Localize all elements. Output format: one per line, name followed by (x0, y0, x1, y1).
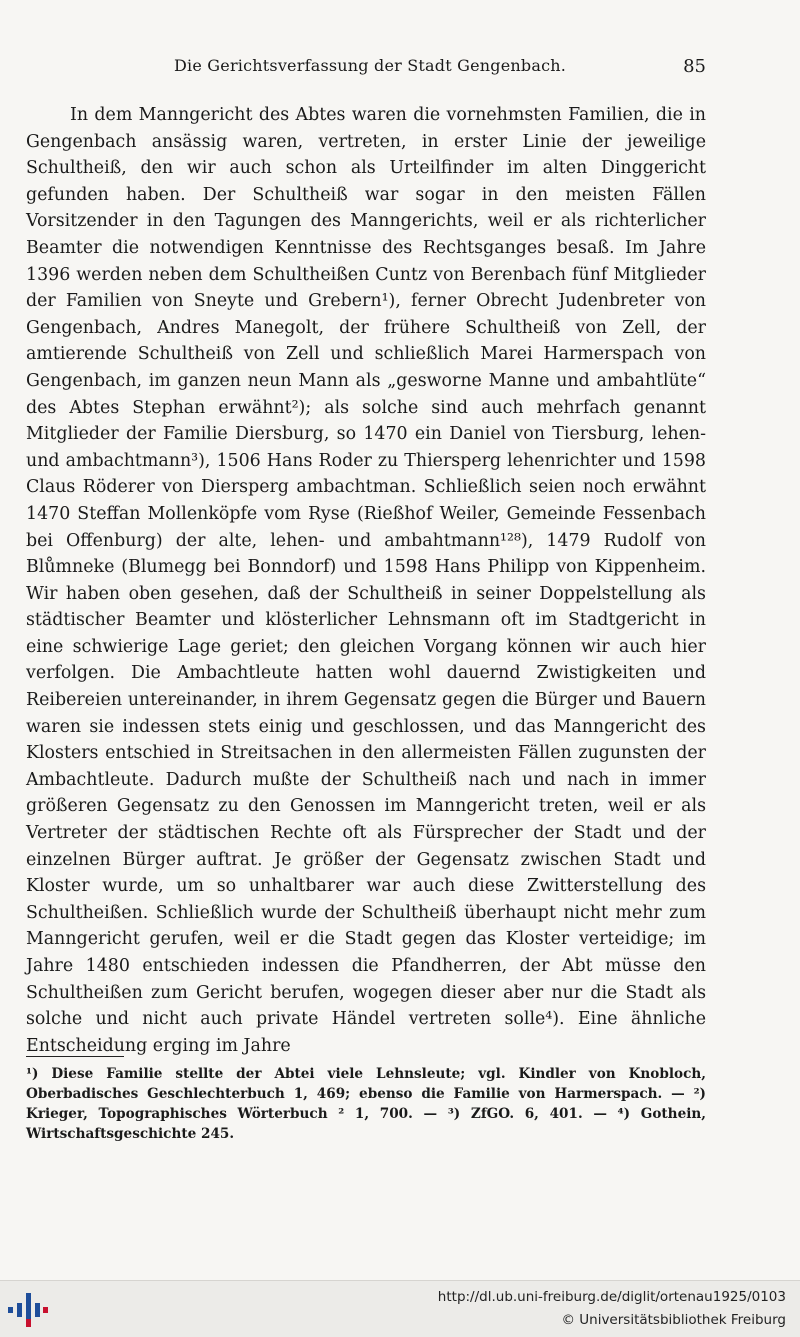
body-paragraph: In dem Manngericht des Abtes waren die vornehmsten Familien, die in Gengenbach ansässig waren, vertreten, in erster Linie der jeweilige Schultheiß, den wir auch schon als Urteilfinder im alten Dinggericht gefunden haben. Der Schultheiß war sogar in den meisten Fällen Vorsitzender in den Tagungen des Manngerichts, weil er als richterlicher Beamter die notwendigen Kenntnisse des Rechtsganges besaß. Im Jahre 1396 werden neben dem Schultheißen Cuntz von Berenbach fünf Mitglieder der Familien von Sneyte und Grebern¹), ferner Obrecht Judenbreter von Gengenbach, Andres Manegolt, der frühere Schultheiß von Zell, der amtierende Schultheiß von Zell und schließlich Marei Harmerspach von Gengenbach, im ganzen neun Mann als „geswornе Manne und ambahtlüte“ des Abtes Stephan erwähnt²); als solche sind auch mehrfach genannt Mitglieder der Familie Diersburg, so 1470 ein Daniel von Tiersburg, lehen- und ambachtmann³), 1506 Hans Roder zu Thiersperg lehenrichter und 1598 Claus Röderer von Diersperg ambachtman. Schließlich seien noch erwähnt 1470 Steffan Mollenköpfe vom Ryse (Rießhof Weiler, Gemeinde Fessenbach bei Offenburg) der alte, lehen- und ambahtmann¹²⁸), 1479 Rudolf von Blůmneke (Blumegg bei Bonndorf) und 1598 Hans Philipp von Kippenheim. Wir haben oben gesehen, daß der Schultheiß in seiner Doppelstellung als städtischer Beamter und klösterlicher Lehnsmann oft im Stadtgericht in eine schwierige Lage geriet; den gleichen Vorgang können wir auch hier verfolgen. Die Ambachtleute hatten wohl dauernd Zwistigkeiten und Reibereien untereinander, in ihrem Gegensatz gegen die Bürger und Bauern waren sie indessen stets einig und geschlossen, und das Manngericht des Klosters entschied in Streitsachen in den allermeisten Fällen zugunsten der Ambachtleute. Dadurch mußte der Schultheiß nach und nach in immer größeren Gegensatz zu den Genossen im Manngericht treten, weil er als Vertreter der städtischen Rechte oft als Fürsprecher der Stadt und der einzelnen Bürger auftrat. Je größer der Gegensatz zwischen Stadt und Kloster wurde, um so unhaltbarer war auch diese Zwitterstellung des Schultheißen. Schließlich wurde der Schultheiß überhaupt nicht mehr zum Manngericht gerufen, weil er die Stadt gegen das Kloster verteidige; im Jahre 1480 entschieden indessen die Pfandherren, der Abt müsse den Schultheißen zum Gericht berufen, wogegen dieser aber nur die Stadt als solche und nicht auch private Händel vertreten solle⁴). Eine ähnliche Entscheidung erging im Jahre (26, 105, 706, 1056)
viewer-footer (0, 1280, 800, 1337)
permalink-link[interactable]: http://dl.ub.uni-freiburg.de/diglit/ortenau1925/0103 (437, 1289, 786, 1305)
copyright-notice: © Universitätsbibliothek Freiburg (561, 1312, 786, 1328)
footnote-divider (26, 1056, 124, 1057)
ub-freiburg-logo-icon (8, 1291, 48, 1329)
running-title: Die Gerichtsverfassung der Stadt Gengenbach. (174, 56, 567, 75)
running-head (0, 56, 800, 82)
page-number: 85 (683, 56, 706, 77)
footnotes: ¹) Diese Familie stellte der Abtei viele Lehnsleute; vgl. Kindler von Knobloch, Oberbadisches Geschlechterbuch 1, 469; ebenso die Familie von Harmerspach. — ²) Krieger, Topographisches Wörterbuch ² 1, 700. — ³) ZfGO. 6, 401. — ⁴) Gothein, Wirtschaftsgeschichte 245. (26, 1066, 706, 1142)
